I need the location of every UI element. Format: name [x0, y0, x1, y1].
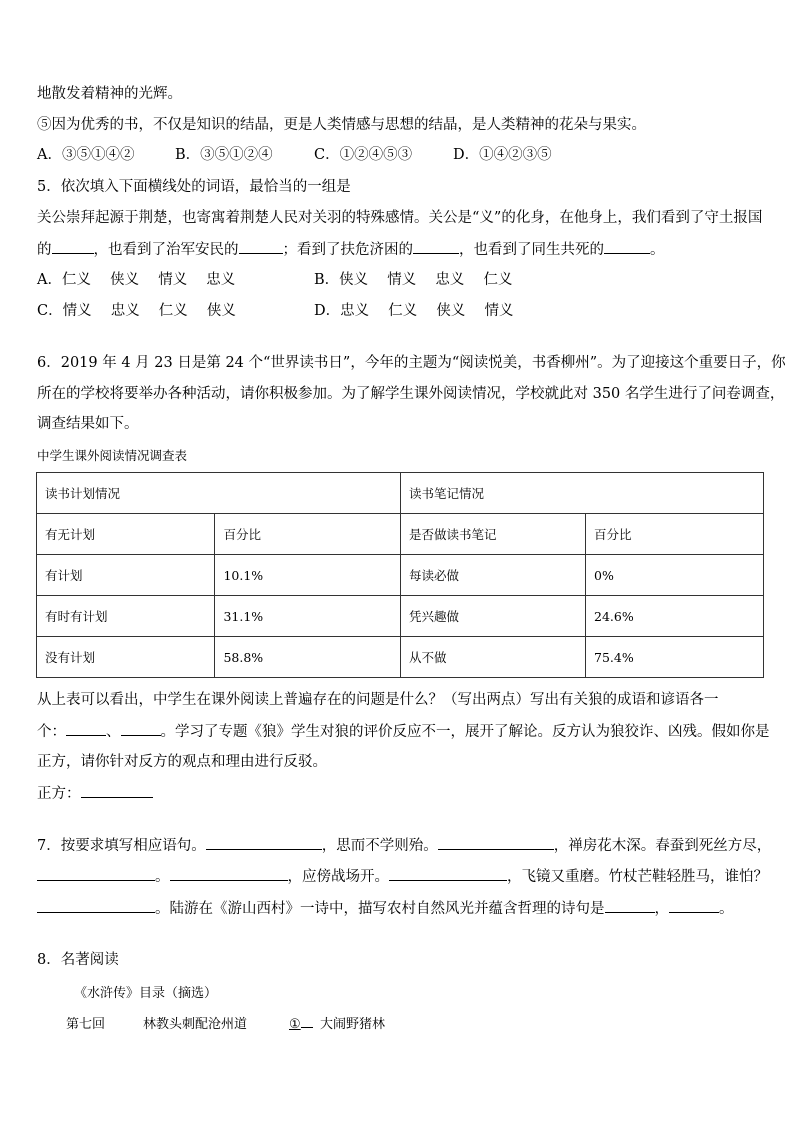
q5-blank-4[interactable] [604, 239, 650, 254]
table-header-row [37, 514, 764, 555]
q7-blank-7[interactable] [605, 898, 655, 913]
q5-text-a: 的 [37, 242, 52, 258]
cell: 凭兴趣做 [401, 596, 586, 637]
q6-answer-line [37, 783, 153, 804]
cell: 10.1% [215, 555, 401, 596]
q6-blank-idiom[interactable] [66, 721, 106, 736]
q6-answer-blank[interactable] [81, 783, 153, 798]
q8-blank-line[interactable] [301, 1013, 313, 1028]
group-reading-notes: 读书笔记情况 [401, 473, 764, 514]
q6-line-1: 6．2019 年 4 月 23 日是第 24 个“世界读书日”，今年的主题为“阅读悦美，书香柳州”。为了迎接这个重要日子，你 [37, 355, 786, 371]
q8-title: 8．名著阅读 [37, 952, 119, 968]
q5-option-d: D．忠义 仁义 侠义 情义 [314, 303, 514, 319]
q8-chapter-blank[interactable] [289, 1013, 313, 1032]
q6-text-b: 、 [106, 724, 121, 740]
table-row [37, 596, 764, 637]
q8-chapter-title-a: 林教头刺配沧州道 [143, 1017, 248, 1032]
q7-blank-2[interactable] [438, 835, 554, 850]
cell: 0% [586, 555, 764, 596]
q5-blank-1[interactable] [52, 239, 94, 254]
cell: 有计划 [37, 555, 215, 596]
q7-text-2a: 。 [155, 869, 170, 885]
q5-stem: 5．依次填入下面横线处的词语，最恰当的一组是 [37, 179, 351, 195]
q5-option-b: B．侠义 情义 忠义 仁义 [314, 272, 513, 288]
cell: 从不做 [401, 637, 586, 678]
q5-text-e: 。 [650, 242, 665, 258]
q6-line-2: 所在的学校将要举办各种活动，请你积极参加。为了解学生课外阅读情况，学校就此对 350 名学生进行了问卷调查， [37, 386, 785, 402]
q5-passage-line-1: 关公崇拜起源于荆楚，也寄寓着荆楚人民对关羽的特殊感情。关公是“义”的化身，在他身上，我们看到了守土报国 [37, 210, 763, 226]
q4-option-c: C．①②④⑤③ [314, 147, 413, 163]
q7-text-1a: 7．按要求填写相应语句。 [37, 838, 206, 854]
q8-chapter-number: 第七回 [66, 1017, 106, 1032]
q7-text-1c: ，禅房花木深。春蚕到死丝方尽， [553, 838, 772, 854]
header-plan: 有无计划 [37, 514, 215, 555]
q7-line-3 [37, 898, 734, 919]
q7-text-2b: ，应傍战场开。 [287, 869, 389, 885]
cell: 24.6% [586, 596, 764, 637]
table-row [37, 637, 764, 678]
q7-text-3c: 。 [719, 901, 734, 917]
q5-text-d: ，也看到了同生共死的 [459, 242, 604, 258]
q6-after-line-1: 从上表可以看出，中学生在课外阅读上普遍存在的问题是什么？（写出两点）写出有关狼的成语和谚语各一 [37, 692, 719, 708]
cell: 31.1% [215, 596, 401, 637]
q6-answer-label: 正方： [37, 786, 81, 802]
q6-text-a: 个： [37, 724, 66, 740]
q4-option-a: A．③⑤①④② [37, 147, 135, 163]
q7-line-2 [37, 866, 768, 887]
q5-blank-2[interactable] [239, 239, 283, 254]
q7-text-1b: ，思而不学则殆。 [321, 838, 438, 854]
q7-blank-8[interactable] [669, 898, 719, 913]
q7-blank-5[interactable] [389, 866, 507, 881]
cell: 每读必做 [401, 555, 586, 596]
q7-blank-3[interactable] [37, 866, 155, 881]
header-notes: 是否做读书笔记 [401, 514, 586, 555]
q5-option-a: A．仁义 侠义 情义 忠义 [37, 272, 236, 288]
continuation-line-1: 地散发着精神的光辉。 [37, 86, 182, 102]
q5-passage-line-2 [37, 239, 665, 260]
q8-toc-title: 《水浒传》目录（摘选） [74, 986, 218, 1001]
q7-text-2c: ，飞镜又重磨。竹杖芒鞋轻胜马，谁怕？ [507, 869, 768, 885]
cell: 75.4% [586, 637, 764, 678]
q7-blank-1[interactable] [206, 835, 322, 850]
cell: 58.8% [215, 637, 401, 678]
q7-blank-4[interactable] [170, 866, 288, 881]
cell: 有时有计划 [37, 596, 215, 637]
q8-chapter-title-b: 大闹野猪林 [320, 1017, 386, 1032]
q5-text-c: ；看到了扶危济困的 [282, 242, 413, 258]
q7-line-1 [37, 835, 771, 856]
q6-after-line-2 [37, 721, 770, 742]
q6-table-title: 中学生课外阅读情况调查表 [37, 448, 188, 463]
q7-text-3a: 。陆游在《游山西村》一诗中，描写农村自然风光并蕴含哲理的诗句是 [155, 901, 605, 917]
q4-option-d: D．①④②③⑤ [453, 147, 552, 163]
header-percent-2: 百分比 [586, 514, 764, 555]
q5-option-c: C．情义 忠义 仁义 侠义 [37, 303, 236, 319]
q7-blank-6[interactable] [37, 898, 155, 913]
q5-blank-3[interactable] [413, 239, 459, 254]
group-reading-plan: 读书计划情况 [37, 473, 401, 514]
table-row [37, 555, 764, 596]
continuation-line-2: ⑤因为优秀的书，不仅是知识的结晶，更是人类情感与思想的结晶，是人类精神的花朵与果实。 [37, 117, 646, 133]
q5-text-b: ，也看到了治军安民的 [93, 242, 239, 258]
q7-text-3b: ， [654, 901, 669, 917]
q6-text-c: 。学习了专题《狼》学生对狼的评价反应不一，展开了解论。反方认为狼狡诈、凶残。假如你是 [160, 724, 770, 740]
header-percent-1: 百分比 [215, 514, 401, 555]
q6-line-3: 调查结果如下。 [37, 416, 139, 432]
q8-blank-number: ① [289, 1017, 301, 1032]
cell: 没有计划 [37, 637, 215, 678]
q6-blank-proverb[interactable] [121, 721, 161, 736]
q4-option-b: B．③⑤①②④ [175, 147, 273, 163]
survey-table [36, 472, 764, 678]
q6-after-line-3: 正方，请你针对反方的观点和理由进行反驳。 [37, 754, 327, 770]
table-group-row [37, 473, 764, 514]
